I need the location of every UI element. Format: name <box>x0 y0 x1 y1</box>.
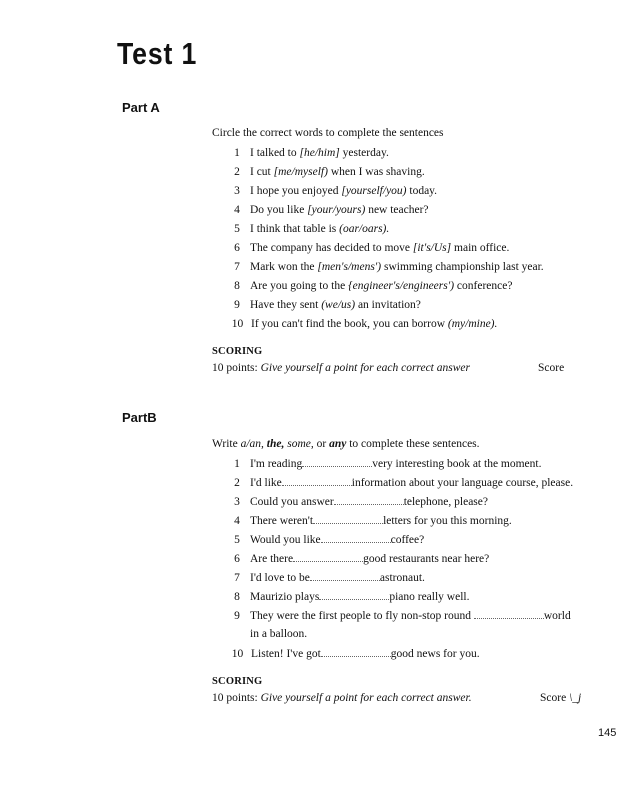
answer-blank[interactable] <box>302 455 372 467</box>
part-a-item-7: 7 Mark won the [men's/mens') swimming championship last year. <box>234 261 544 273</box>
part-a-item-9: 9 Have they sent (we/us) an invitation? <box>234 299 421 311</box>
answer-options[interactable]: [it's/Us] <box>412 242 452 254</box>
part-b-item-10: 10 Listen! I've got good news for you. <box>224 645 604 664</box>
score-mark: \_j <box>569 692 582 704</box>
part-b-item-5: 5 Would you like coffee? <box>224 531 604 550</box>
answer-blank[interactable] <box>321 531 391 543</box>
part-b-item-2: 2 I'd like information about your language course, please. <box>224 474 604 493</box>
part-a-item-1: 1 I talked to [he/him] yesterday. <box>234 147 389 159</box>
part-b-item-9-continuation: in a balloon. <box>250 628 308 640</box>
part-a-heading: Part A <box>122 100 160 115</box>
part-b-item-7: 7 I'd love to be astronaut. <box>224 569 604 588</box>
page-number: 145 <box>598 727 617 739</box>
answer-blank[interactable] <box>334 493 404 505</box>
part-b-item-6: 6 Are there good restaurants near here? <box>224 550 604 569</box>
answer-blank[interactable] <box>321 645 391 657</box>
part-a-item-5: 5 I think that table is (oar/oars). <box>234 223 390 235</box>
part-b-item-4: 4 There weren't letters for you this morning. <box>224 512 604 531</box>
part-a-item-10: 10 If you can't find the book, you can borrow (my/mine). <box>231 318 498 330</box>
page-title: Test 1 <box>117 36 198 71</box>
part-b-item-1: 1 I'm reading very interesting book at the moment. <box>224 455 604 474</box>
answer-options[interactable]: [men's/mens') <box>317 261 382 273</box>
answer-options[interactable]: (we/us) <box>321 299 356 311</box>
part-b-item-3: 3 Could you answer telephone, please? <box>224 493 604 512</box>
answer-blank[interactable] <box>319 588 389 600</box>
part-b-item-8: 8 Maurizio plays piano really well. <box>224 588 604 607</box>
part-a-item-6: 6 The company has decided to move [it's/Us] main office. <box>234 242 510 254</box>
part-a-instruction: Circle the correct words to complete the sentences <box>212 127 444 139</box>
answer-blank[interactable] <box>310 569 380 581</box>
part-a-item-3: 3 I hope you enjoyed [yourself/you) today. <box>234 185 438 197</box>
part-b-heading: PartB <box>122 410 157 425</box>
answer-options[interactable]: [he/him] <box>299 147 340 159</box>
part-b-scoring-line: 10 points: Give yourself a point for each correct answer. <box>212 692 472 704</box>
answer-blank[interactable] <box>313 512 383 524</box>
part-a-scoring-heading: SCORING <box>212 346 263 357</box>
answer-options[interactable]: [me/myself) <box>273 166 328 178</box>
answer-options[interactable]: {engineer's/engineers') <box>348 280 455 292</box>
part-a-item-8: 8 Are you going to the {engineer's/engineers') conference? <box>234 280 513 292</box>
part-b-score-label: Score \_j <box>540 692 582 704</box>
answer-blank[interactable] <box>282 474 352 486</box>
part-b-scoring-heading: SCORING <box>212 676 263 687</box>
answer-blank[interactable] <box>474 607 544 619</box>
part-a-score-label: Score <box>538 362 565 374</box>
answer-blank[interactable] <box>293 550 363 562</box>
answer-options[interactable]: [yourself/you) <box>341 185 407 197</box>
answer-options[interactable]: [your/yours) <box>307 204 366 216</box>
part-a-scoring-line: 10 points: Give yourself a point for each correct answer <box>212 362 470 374</box>
part-b-instruction: Write a/an, the, some, or any to complete these sentences. <box>212 438 480 450</box>
part-a-item-2: 2 I cut [me/myself) when I was shaving. <box>234 166 425 178</box>
answer-options[interactable]: (oar/oars). <box>339 223 390 235</box>
part-b-item-9: 9 They were the first people to fly non-stop round world <box>224 607 604 626</box>
part-a-item-4: 4 Do you like [your/yours) new teacher? <box>234 204 429 216</box>
answer-options[interactable]: (my/mine). <box>447 318 498 330</box>
